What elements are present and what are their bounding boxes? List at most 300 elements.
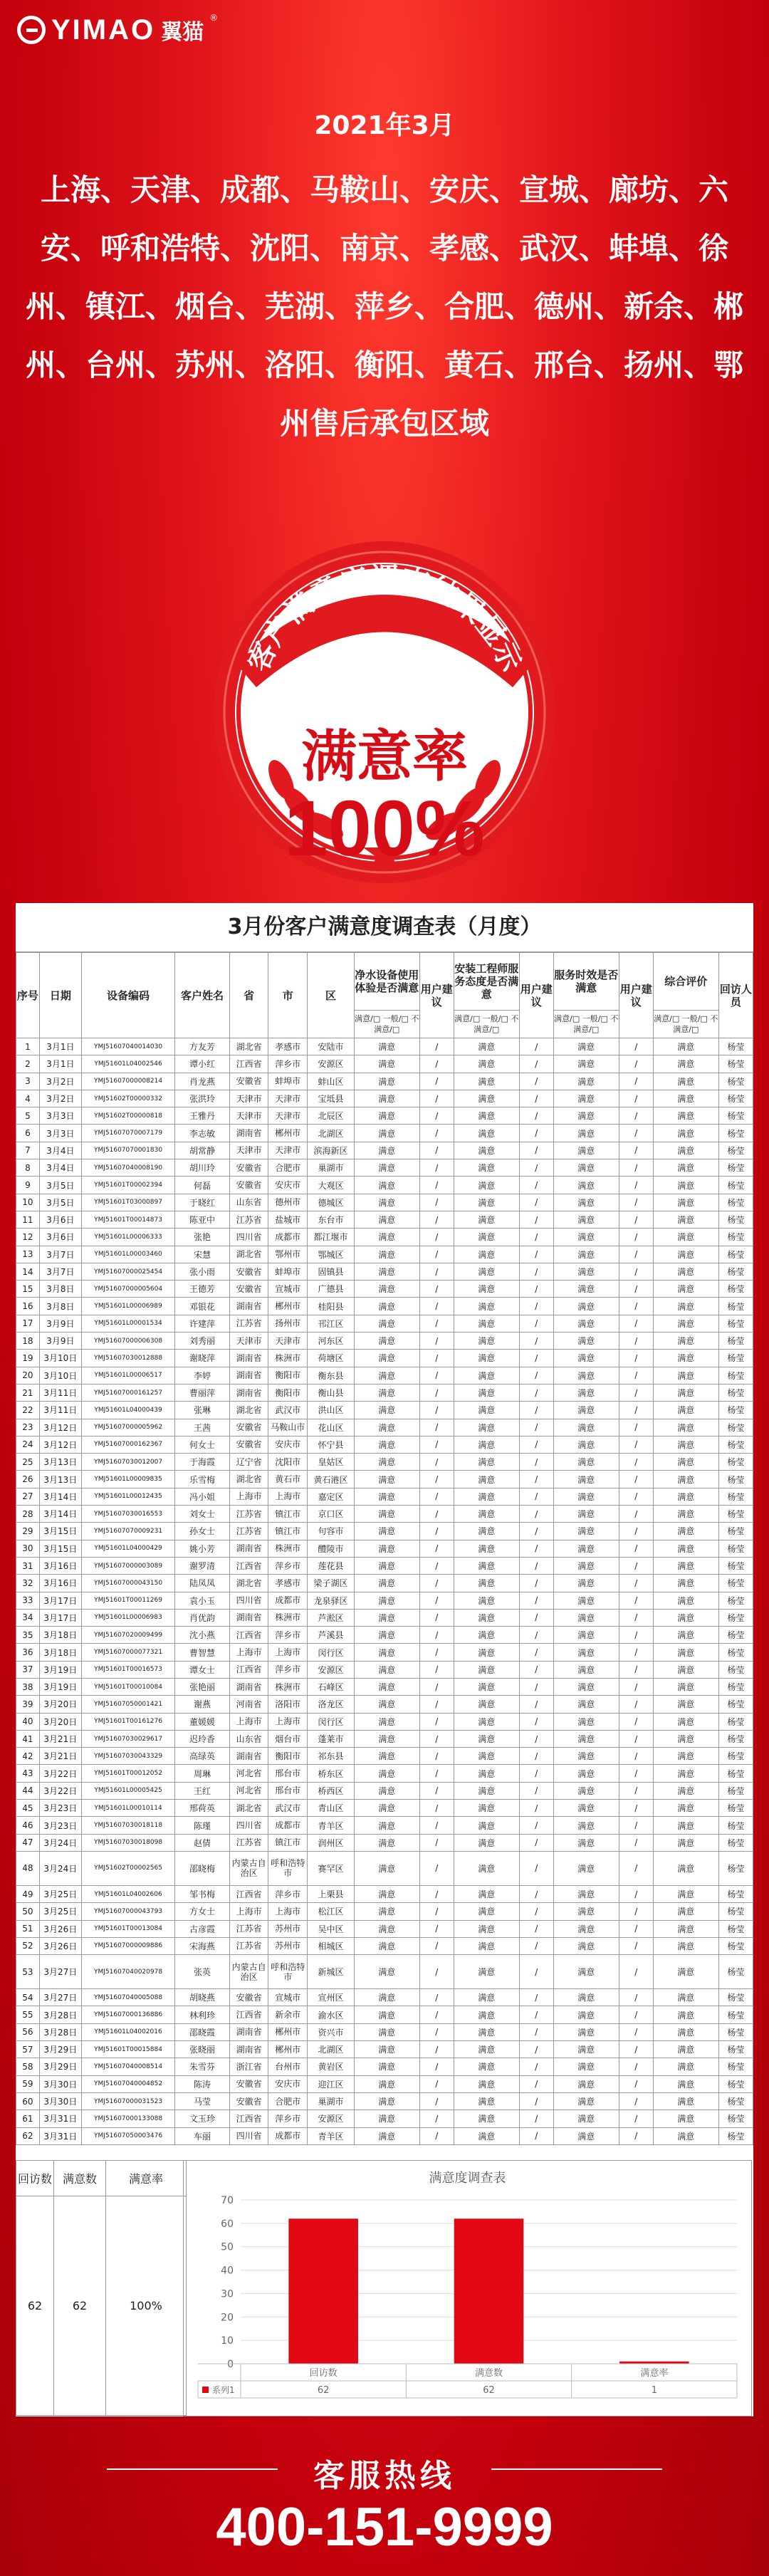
table-cell: YMJ51607040014030 bbox=[81, 1038, 174, 1055]
table-cell: 满意 bbox=[553, 1748, 619, 1765]
table-cell: / bbox=[519, 1350, 553, 1367]
table-cell: 3月19日 bbox=[39, 1661, 81, 1678]
table-cell: 石峰区 bbox=[308, 1678, 355, 1695]
table-cell: / bbox=[619, 1989, 653, 2006]
table-cell: 满意 bbox=[354, 1125, 419, 1142]
table-cell: 安庆市 bbox=[268, 1436, 308, 1453]
table-cell: 安源区 bbox=[308, 2110, 355, 2127]
table-cell: 满意 bbox=[553, 1592, 619, 1609]
table-cell: 满意 bbox=[354, 1315, 419, 1332]
table-cell: 天津市 bbox=[268, 1107, 308, 1125]
table-cell: 61 bbox=[16, 2110, 40, 2127]
table-cell: YMJ51607030043329 bbox=[81, 1748, 174, 1765]
table-cell: 满意 bbox=[454, 1851, 519, 1885]
table-cell: 荷塘区 bbox=[308, 1350, 355, 1367]
table-cell: 满意 bbox=[553, 1073, 619, 1090]
table-cell: 6 bbox=[16, 1125, 40, 1142]
table-cell: 满意 bbox=[354, 1696, 419, 1713]
table-cell: 3月5日 bbox=[39, 1194, 81, 1211]
table-cell: 39 bbox=[16, 1696, 40, 1713]
table-cell: 莲花县 bbox=[308, 1557, 355, 1574]
table-cell: 杨莹 bbox=[718, 2127, 753, 2144]
table-cell: 满意 bbox=[653, 1765, 718, 1782]
table-cell: 满意 bbox=[354, 1333, 419, 1350]
table-cell: 3月9日 bbox=[39, 1333, 81, 1350]
y-tick-label: 30 bbox=[221, 2288, 234, 2300]
table-cell: / bbox=[519, 2092, 553, 2110]
table-cell: 满意 bbox=[553, 1281, 619, 1298]
table-cell: 满意 bbox=[454, 1592, 519, 1609]
table-cell: 董媛媛 bbox=[175, 1713, 230, 1730]
table-cell: 成都市 bbox=[268, 2127, 308, 2144]
table-cell: 满意 bbox=[553, 1851, 619, 1885]
table-cell: 河东区 bbox=[308, 1333, 355, 1350]
table-cell: 满意 bbox=[354, 1885, 419, 1902]
table-cell: 56 bbox=[16, 2023, 40, 2040]
table-cell: / bbox=[519, 1592, 553, 1609]
table-cell: 59 bbox=[16, 2075, 40, 2092]
table-cell: / bbox=[519, 2006, 553, 2023]
table-row bbox=[16, 1333, 753, 1350]
table-cell: 肖龙燕 bbox=[175, 1073, 230, 1090]
table-cell: 满意 bbox=[653, 1989, 718, 2006]
summary-section bbox=[16, 2160, 753, 2416]
table-cell: 江苏省 bbox=[229, 1315, 268, 1332]
table-cell: 满意 bbox=[454, 1713, 519, 1730]
table-cell: 3月6日 bbox=[39, 1229, 81, 1246]
table-row bbox=[16, 1523, 753, 1540]
table-cell: 3月28日 bbox=[39, 2023, 81, 2040]
table-cell: 松江区 bbox=[308, 1903, 355, 1920]
table-cell: 桂阳县 bbox=[308, 1298, 355, 1315]
table-cell: 四川省 bbox=[229, 2127, 268, 2144]
table-cell: 20 bbox=[16, 1367, 40, 1384]
table-cell: 安陆市 bbox=[308, 1038, 355, 1055]
table-cell: / bbox=[619, 2127, 653, 2144]
table-cell: 衡阳市 bbox=[268, 1384, 308, 1401]
table-cell: / bbox=[619, 1229, 653, 1246]
table-cell: 3月15日 bbox=[39, 1523, 81, 1540]
table-row bbox=[16, 2058, 753, 2075]
table-cell: 3月29日 bbox=[39, 2041, 81, 2058]
table-cell: 湖南省 bbox=[229, 1298, 268, 1315]
table-cell: 满意 bbox=[553, 1263, 619, 1280]
table-cell: 满意 bbox=[454, 1817, 519, 1834]
table-row bbox=[16, 1817, 753, 1834]
table-cell: 满意 bbox=[354, 1038, 419, 1055]
table-row bbox=[16, 1678, 753, 1695]
table-cell: 满意 bbox=[653, 1125, 718, 1142]
table-cell: 3月28日 bbox=[39, 2006, 81, 2023]
table-cell: 梁子湖区 bbox=[308, 1575, 355, 1592]
table-cell: 上海市 bbox=[229, 1644, 268, 1661]
table-row bbox=[16, 1177, 753, 1194]
table-cell: 15 bbox=[16, 1281, 40, 1298]
table-cell: 杨莹 bbox=[718, 1851, 753, 1885]
table-cell: 满意 bbox=[653, 1955, 718, 1989]
table-cell: 郴州市 bbox=[268, 2023, 308, 2040]
table-cell: 3月23日 bbox=[39, 1800, 81, 1817]
table-cell: / bbox=[519, 1920, 553, 1937]
table-cell: 王红 bbox=[175, 1782, 230, 1799]
table-cell: 杨莹 bbox=[718, 1454, 753, 1471]
table-cell: 陆凤凤 bbox=[175, 1575, 230, 1592]
table-cell: 杨莹 bbox=[718, 1367, 753, 1384]
table-cell: 杨莹 bbox=[718, 1661, 753, 1678]
table-cell: 江西省 bbox=[229, 2110, 268, 2127]
table-cell: 9 bbox=[16, 1177, 40, 1194]
table-cell: 满意 bbox=[354, 1627, 419, 1644]
table-cell: 乐雪梅 bbox=[175, 1471, 230, 1488]
table-cell: 张英 bbox=[175, 1955, 230, 1989]
table-cell: 王茜 bbox=[175, 1419, 230, 1436]
table-cell: 东台市 bbox=[308, 1211, 355, 1228]
table-cell: 张洪玲 bbox=[175, 1090, 230, 1107]
table-cell: 湖北省 bbox=[229, 1402, 268, 1419]
table-cell: 萍乡市 bbox=[268, 2110, 308, 2127]
table-cell: 周琳 bbox=[175, 1765, 230, 1782]
table-cell: 何女士 bbox=[175, 1436, 230, 1453]
service-cities: 上海、天津、成都、马鞍山、安庆、宣城、廊坊、六安、呼和浩特、沈阳、南京、孝感、武汉、蚌埠、徐州、镇江、烟台、芜湖、萍乡、合肥、德州、新余、郴州、台州、苏州、洛阳、衡阳、黄石、邢台、扬州、鄂州售后承包区域 bbox=[25, 172, 743, 441]
table-cell: 湖南省 bbox=[229, 1367, 268, 1384]
table-row bbox=[16, 1730, 753, 1747]
table-cell: YMJ51601T00013084 bbox=[81, 1920, 174, 1937]
table-cell: 46 bbox=[16, 1817, 40, 1834]
table-cell: 满意 bbox=[553, 2075, 619, 2092]
table-cell: 湖南省 bbox=[229, 1540, 268, 1557]
table-cell: 湖南省 bbox=[229, 1384, 268, 1401]
table-cell: / bbox=[619, 2023, 653, 2040]
table-cell: 青羊区 bbox=[308, 2127, 355, 2144]
table-row bbox=[16, 1506, 753, 1523]
table-cell: 闵行区 bbox=[308, 1713, 355, 1730]
table-cell: 满意 bbox=[553, 1055, 619, 1073]
table-cell: 满意 bbox=[354, 1800, 419, 1817]
table-cell: YMJ51601L00005425 bbox=[81, 1782, 174, 1799]
table-cell: 株洲市 bbox=[268, 1609, 308, 1626]
table-cell: / bbox=[419, 1177, 454, 1194]
table-row bbox=[16, 1194, 753, 1211]
table-cell: 安徽省 bbox=[229, 1281, 268, 1298]
table-cell: 3月4日 bbox=[39, 1142, 81, 1159]
table-cell: / bbox=[419, 1142, 454, 1159]
table-cell: / bbox=[519, 1713, 553, 1730]
table-cell: 满意 bbox=[354, 1575, 419, 1592]
table-cell: 安源区 bbox=[308, 1661, 355, 1678]
table-cell: / bbox=[619, 2006, 653, 2023]
table-cell: 谢罗清 bbox=[175, 1557, 230, 1574]
table-row bbox=[16, 1903, 753, 1920]
table-cell: 满意 bbox=[653, 1834, 718, 1851]
table-cell: 满意 bbox=[454, 1229, 519, 1246]
table-cell: / bbox=[619, 1038, 653, 1055]
table-cell: 满意 bbox=[354, 1920, 419, 1937]
table-cell: 满意 bbox=[454, 1159, 519, 1177]
table-cell: / bbox=[519, 1177, 553, 1194]
table-cell: 满意 bbox=[354, 1937, 419, 1954]
table-cell: 44 bbox=[16, 1782, 40, 1799]
table-row bbox=[16, 1885, 753, 1902]
table-row bbox=[16, 1107, 753, 1125]
table-cell: YMJ51601T00002394 bbox=[81, 1177, 174, 1194]
table-cell: 3月8日 bbox=[39, 1281, 81, 1298]
table-cell: 54 bbox=[16, 1989, 40, 2006]
table-cell: 天津市 bbox=[229, 1090, 268, 1107]
table-cell: / bbox=[619, 1540, 653, 1557]
brand-logo bbox=[17, 13, 218, 47]
summary-header: 满意数 bbox=[54, 2161, 106, 2196]
table-cell: 3月20日 bbox=[39, 1713, 81, 1730]
table-cell: 四川省 bbox=[229, 1229, 268, 1246]
table-cell: / bbox=[519, 1402, 553, 1419]
table-cell: 满意 bbox=[653, 1159, 718, 1177]
table-cell: 满意 bbox=[454, 1038, 519, 1055]
table-cell: 17 bbox=[16, 1315, 40, 1332]
table-cell: 满意 bbox=[354, 2127, 419, 2144]
table-cell: 满意 bbox=[653, 1696, 718, 1713]
table-cell: / bbox=[619, 1834, 653, 1851]
table-cell: 满意 bbox=[354, 1609, 419, 1626]
table-row bbox=[16, 1920, 753, 1937]
table-cell: 袁小玉 bbox=[175, 1592, 230, 1609]
table-row bbox=[16, 1454, 753, 1471]
table-cell: 满意 bbox=[354, 1748, 419, 1765]
table-cell: 满意 bbox=[653, 1038, 718, 1055]
table-cell: / bbox=[519, 1765, 553, 1782]
yimao-logo-icon bbox=[17, 16, 46, 44]
table-cell: / bbox=[519, 1748, 553, 1765]
table-cell: 杨莹 bbox=[718, 2075, 753, 2092]
table-cell: / bbox=[419, 1090, 454, 1107]
table-cell: YMJ51607000162367 bbox=[81, 1436, 174, 1453]
table-cell: / bbox=[619, 1713, 653, 1730]
table-cell: 四川省 bbox=[229, 1592, 268, 1609]
table-cell: 江西省 bbox=[229, 1557, 268, 1574]
table-cell: / bbox=[419, 1073, 454, 1090]
table-cell: YMJ51607030029617 bbox=[81, 1730, 174, 1747]
table-cell: 3月25日 bbox=[39, 1885, 81, 1902]
summary-header: 回访数 bbox=[16, 2161, 54, 2196]
table-cell: YMJ51601T00015884 bbox=[81, 2041, 174, 2058]
table-cell: 3月31日 bbox=[39, 2110, 81, 2127]
table-cell: / bbox=[519, 2023, 553, 2040]
table-cell: 杨莹 bbox=[718, 2092, 753, 2110]
table-cell: / bbox=[619, 1159, 653, 1177]
table-cell: 60 bbox=[16, 2092, 40, 2110]
table-cell: / bbox=[519, 2110, 553, 2127]
column-header: 安装工程师服务态度是否满意 bbox=[454, 953, 519, 1011]
table-cell: 满意 bbox=[553, 1730, 619, 1747]
table-cell: 于晓红 bbox=[175, 1194, 230, 1211]
table-cell: 3月5日 bbox=[39, 1177, 81, 1194]
table-cell: 38 bbox=[16, 1678, 40, 1695]
table-row bbox=[16, 1609, 753, 1626]
table-cell: / bbox=[619, 1211, 653, 1228]
table-cell: 满意 bbox=[553, 1419, 619, 1436]
table-cell: / bbox=[519, 1211, 553, 1228]
summary-table bbox=[16, 2160, 187, 2416]
table-row bbox=[16, 1384, 753, 1401]
table-cell: 皇姑区 bbox=[308, 1454, 355, 1471]
table-cell: 满意 bbox=[454, 1211, 519, 1228]
rating-scale-label: 满意/□ 一般/□ 不满意/□ bbox=[653, 1011, 718, 1038]
table-cell: 满意 bbox=[454, 2041, 519, 2058]
summary-value: 100% bbox=[106, 2196, 187, 2416]
table-cell: 黄石市 bbox=[268, 1471, 308, 1488]
table-cell: 大观区 bbox=[308, 1177, 355, 1194]
table-row bbox=[16, 1661, 753, 1678]
table-cell: 满意 bbox=[354, 1263, 419, 1280]
table-cell: 满意 bbox=[354, 2006, 419, 2023]
table-cell: 杨莹 bbox=[718, 1073, 753, 1090]
table-row bbox=[16, 1851, 753, 1885]
table-row bbox=[16, 1644, 753, 1661]
table-cell: 吴中区 bbox=[308, 1920, 355, 1937]
table-cell: / bbox=[419, 1592, 454, 1609]
table-cell: 23 bbox=[16, 1419, 40, 1436]
table-cell: 57 bbox=[16, 2041, 40, 2058]
table-cell: / bbox=[619, 1246, 653, 1263]
table-cell: 满意 bbox=[553, 1627, 619, 1644]
table-cell: 18 bbox=[16, 1333, 40, 1350]
table-cell: / bbox=[619, 1765, 653, 1782]
table-cell: 4 bbox=[16, 1090, 40, 1107]
table-cell: YMJ51607070007179 bbox=[81, 1125, 174, 1142]
hotline-label: 客服热线 bbox=[313, 2458, 456, 2494]
rating-scale-label: 满意/□ 一般/□ 不满意/□ bbox=[454, 1011, 519, 1038]
table-cell: / bbox=[519, 1730, 553, 1747]
table-cell: 满意 bbox=[653, 1540, 718, 1557]
data-label: 62 bbox=[483, 2385, 495, 2396]
table-cell: 满意 bbox=[553, 2041, 619, 2058]
table-cell: 郴州市 bbox=[268, 1298, 308, 1315]
table-cell: 成都市 bbox=[268, 1592, 308, 1609]
table-cell: 34 bbox=[16, 1609, 40, 1626]
table-cell: 满意 bbox=[354, 1644, 419, 1661]
table-cell: 满意 bbox=[653, 1661, 718, 1678]
table-cell: 湖北省 bbox=[229, 1246, 268, 1263]
table-cell: 孝感市 bbox=[268, 1575, 308, 1592]
table-cell: 杨莹 bbox=[718, 1159, 753, 1177]
table-cell: / bbox=[519, 1436, 553, 1453]
table-cell: 满意 bbox=[454, 1073, 519, 1090]
table-cell: 杨莹 bbox=[718, 1557, 753, 1574]
table-cell: / bbox=[419, 1506, 454, 1523]
table-cell: / bbox=[419, 1678, 454, 1695]
table-cell: YMJ51607040020978 bbox=[81, 1955, 174, 1989]
table-cell: / bbox=[519, 2127, 553, 2144]
table-cell: / bbox=[419, 2023, 454, 2040]
hotline-number[interactable]: 400-151-9999 bbox=[216, 2497, 553, 2557]
table-cell: / bbox=[519, 2075, 553, 2092]
table-cell: / bbox=[519, 1367, 553, 1384]
table-cell: 22 bbox=[16, 1402, 40, 1419]
table-row bbox=[16, 1575, 753, 1592]
table-cell: 3月7日 bbox=[39, 1263, 81, 1280]
table-cell: 安徽省 bbox=[229, 1177, 268, 1194]
table-cell: 满意 bbox=[653, 1315, 718, 1332]
table-cell: 满意 bbox=[553, 1903, 619, 1920]
table-cell: 满意 bbox=[653, 1298, 718, 1315]
table-cell: 台州市 bbox=[268, 2058, 308, 2075]
table-cell: 满意 bbox=[653, 1592, 718, 1609]
y-tick-label: 10 bbox=[221, 2335, 234, 2347]
table-cell: 28 bbox=[16, 1506, 40, 1523]
table-cell: 满意 bbox=[454, 1107, 519, 1125]
table-cell: 13 bbox=[16, 1246, 40, 1263]
table-cell: 3月16日 bbox=[39, 1575, 81, 1592]
table-cell: / bbox=[519, 1937, 553, 1954]
table-cell: 满意 bbox=[653, 1782, 718, 1799]
table-cell: / bbox=[419, 1315, 454, 1332]
table-cell: 3月23日 bbox=[39, 1817, 81, 1834]
table-cell: 邹书梅 bbox=[175, 1885, 230, 1902]
table-row bbox=[16, 2006, 753, 2023]
table-cell: / bbox=[519, 1038, 553, 1055]
table-cell: 蓬莱市 bbox=[308, 1730, 355, 1747]
table-cell: 巢湖市 bbox=[308, 2092, 355, 2110]
table-cell: 满意 bbox=[354, 1436, 419, 1453]
table-cell: / bbox=[519, 1989, 553, 2006]
table-cell: 满意 bbox=[553, 1920, 619, 1937]
table-cell: / bbox=[519, 1506, 553, 1523]
table-cell: 32 bbox=[16, 1575, 40, 1592]
table-cell: YMJ51607000008214 bbox=[81, 1073, 174, 1090]
table-cell: 满意 bbox=[354, 1055, 419, 1073]
table-cell: / bbox=[619, 2110, 653, 2127]
table-cell: 满意 bbox=[354, 1782, 419, 1799]
table-cell: 满意 bbox=[454, 2058, 519, 2075]
table-cell: 巢湖市 bbox=[308, 1159, 355, 1177]
table-cell: 3月26日 bbox=[39, 1937, 81, 1954]
table-cell: 杨莹 bbox=[718, 1125, 753, 1142]
table-cell: 满意 bbox=[653, 1471, 718, 1488]
table-cell: / bbox=[519, 1885, 553, 1902]
table-cell: / bbox=[519, 1246, 553, 1263]
table-cell: 合肥市 bbox=[268, 2092, 308, 2110]
table-cell: / bbox=[519, 1055, 553, 1073]
table-cell: 醴陵市 bbox=[308, 1540, 355, 1557]
table-cell: 杨莹 bbox=[718, 1730, 753, 1747]
table-cell: 上海市 bbox=[229, 1713, 268, 1730]
table-cell: YMJ51601L00006333 bbox=[81, 1229, 174, 1246]
column-header: 服务时效是否满意 bbox=[553, 953, 619, 1011]
table-cell: YMJ51601T00014873 bbox=[81, 1211, 174, 1228]
table-cell: 株洲市 bbox=[268, 1350, 308, 1367]
table-cell: 肖优韵 bbox=[175, 1609, 230, 1626]
table-cell: / bbox=[619, 1592, 653, 1609]
table-row bbox=[16, 1540, 753, 1557]
table-cell: 满意 bbox=[553, 1506, 619, 1523]
table-cell: 满意 bbox=[553, 2127, 619, 2144]
table-cell: 曹丽萍 bbox=[175, 1384, 230, 1401]
table-cell: / bbox=[419, 1540, 454, 1557]
table-cell: 满意 bbox=[653, 1333, 718, 1350]
table-cell: 满意 bbox=[454, 1696, 519, 1713]
table-cell: 江苏省 bbox=[229, 1920, 268, 1937]
table-cell: / bbox=[419, 1713, 454, 1730]
table-cell: 迎江区 bbox=[308, 2075, 355, 2092]
y-tick-label: 40 bbox=[221, 2265, 234, 2277]
table-cell: 湖南省 bbox=[229, 1678, 268, 1695]
table-cell: 河南省 bbox=[229, 1696, 268, 1713]
table-cell: 3月30日 bbox=[39, 2075, 81, 2092]
table-cell: 43 bbox=[16, 1765, 40, 1782]
table-cell: / bbox=[419, 2127, 454, 2144]
table-cell: 满意 bbox=[553, 2023, 619, 2040]
table-cell: / bbox=[419, 2092, 454, 2110]
table-cell: 谢晓萍 bbox=[175, 1350, 230, 1367]
